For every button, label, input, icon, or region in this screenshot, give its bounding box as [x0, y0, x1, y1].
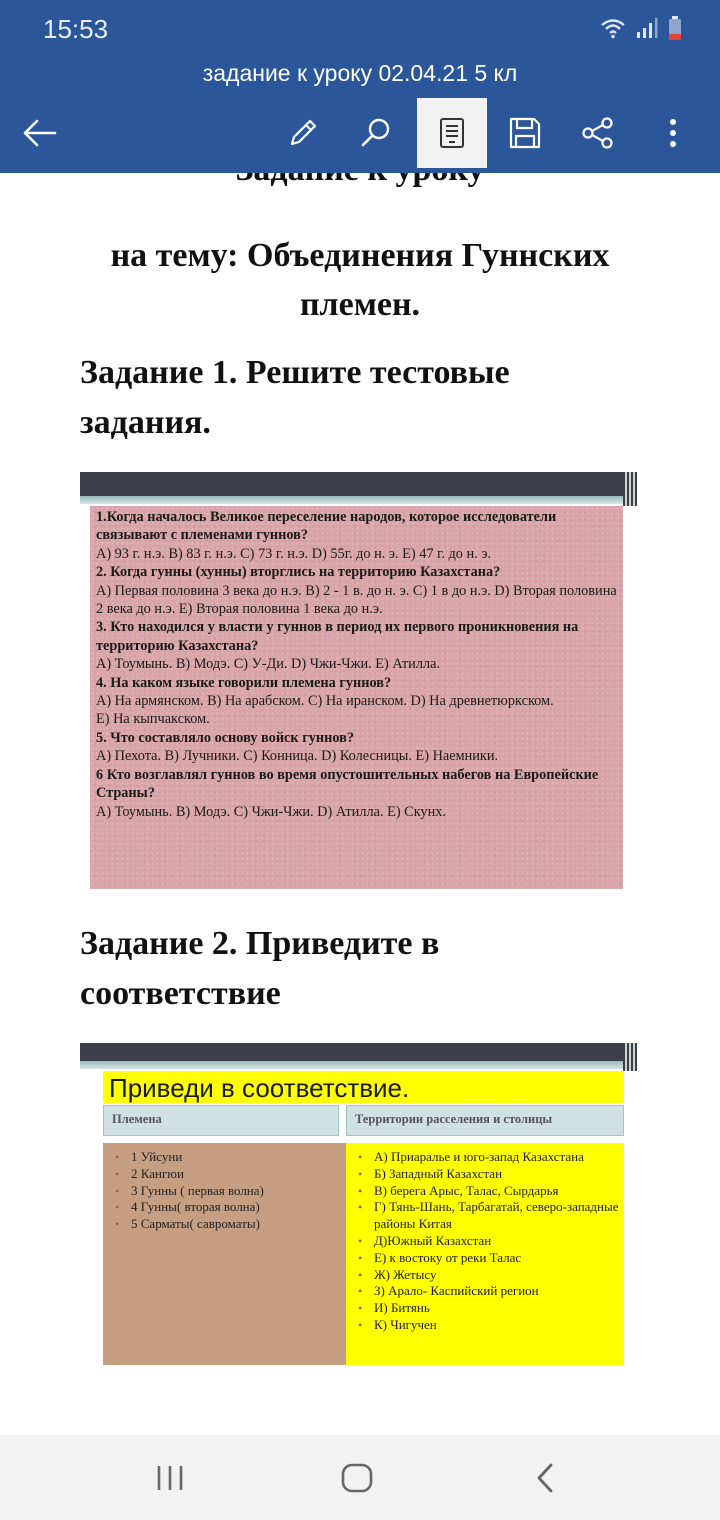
- territory-item: • В) берега Арыс, Талас, Сырдарья: [356, 1183, 620, 1200]
- territory-item: • А) Приаралье и юго-запад Казахстана: [356, 1149, 620, 1166]
- tribe-item: • 5 Сарматы( савроматы): [113, 1216, 342, 1233]
- wifi-icon: [600, 17, 626, 39]
- territory-item: • Е) к востоку от реки Талас: [356, 1250, 620, 1267]
- answer-options-6: А) Тоумынь. В) Модэ. С) Чжи-Чжи. D) Атилла. Е) Скунх.: [96, 803, 446, 820]
- answer-options-3: А) Тоумынь. В) Модэ. С) У-Ди. D) Чжи-Чжи. Е) Атилла.: [96, 656, 441, 673]
- territory-item: • К) Чигучен: [356, 1317, 620, 1334]
- answer-options-1: А) 93 г. н.э. В) 83 г. н.э. С) 73 г. н.э. D) 55г. до н. э. Е) 47 г. до н. э.: [96, 545, 492, 562]
- recents-icon: [155, 1465, 185, 1491]
- heading-topic: на тему: Объединения Гуннских племен.: [110, 237, 610, 323]
- right-header: Территории расселения и столицы: [346, 1105, 624, 1136]
- document-title: задание к уроку 02.04.21 5 кл: [202, 60, 518, 86]
- search-button[interactable]: [341, 98, 411, 168]
- tribe-item: • 2 Кангюи: [113, 1166, 342, 1183]
- tribe-item: • 1 Уйсуни: [113, 1149, 342, 1166]
- question-3: 3. Кто находился у власти у гуннов в период их первого проникновения на территорию Казахстана?: [96, 619, 579, 654]
- home-button[interactable]: [322, 1455, 392, 1501]
- slide2-title: Приведи в соответствие.: [103, 1071, 624, 1103]
- task2-title: Задание 2. Приведите в соответствие: [80, 925, 440, 1012]
- slide-matching: [80, 1043, 637, 1366]
- territory-item: • Д)Южный Казахстан: [356, 1233, 620, 1250]
- territory-item: • И) Битянь: [356, 1300, 620, 1317]
- answer-options-4: Е) На кыпчакском.: [96, 711, 210, 728]
- questions-panel: [90, 506, 623, 889]
- home-icon: [341, 1463, 373, 1493]
- search-icon: [359, 116, 393, 150]
- question-6: 6 Кто возглавлял гуннов во время опустошительных набегов на Европейские Страны?: [96, 766, 599, 802]
- question-5: 5. Что составляло основу войск гуннов?: [96, 729, 354, 746]
- questions-text: [96, 508, 620, 821]
- more-options-button[interactable]: [638, 98, 708, 168]
- tribe-item: • 3 Гунны ( первая волна): [113, 1183, 342, 1200]
- more-vert-icon: [668, 117, 678, 149]
- app-bar: [0, 0, 720, 173]
- nav-back-button[interactable]: [510, 1455, 580, 1501]
- status-time: 15:53: [43, 14, 109, 44]
- signal-icon: [636, 17, 658, 39]
- territory-item: • Б) Западный Казахстан: [356, 1166, 620, 1183]
- question-2: 2. Когда гунны (хунны) вторглись на территорию Казахстана?: [96, 564, 501, 581]
- pencil-icon: [286, 116, 320, 150]
- question-1: 1.Когда началось Великое переселение народов, которое исследователи связывают с племенами гуннов?: [96, 509, 557, 544]
- territory-item: • Ж) Жетысу: [356, 1267, 620, 1284]
- save-icon: [508, 116, 542, 150]
- reading-mode-icon: [439, 117, 465, 149]
- back-arrow-icon: [23, 119, 57, 147]
- territories-list: [346, 1143, 624, 1334]
- recents-button[interactable]: [135, 1455, 205, 1501]
- answer-options-2: А) Первая половина 3 века до н.э. В) 2 - 1 в. до н. э. С) 1 в до н.э. D) Вторая половина 2 века до н.э. Е) Вторая половина 1 века до н.э.: [96, 582, 617, 618]
- save-button[interactable]: [490, 98, 560, 168]
- tribes-column: [103, 1143, 346, 1365]
- territory-item: • Г) Тянь-Шань, Тарбагатай, северо-западные районы Китая: [356, 1199, 620, 1233]
- share-icon: [581, 116, 615, 150]
- reading-mode-button[interactable]: [417, 98, 487, 168]
- task1-title: Задание 1. Решите тестовые задания.: [80, 354, 510, 441]
- tribes-list: [103, 1143, 346, 1233]
- edit-button[interactable]: [268, 98, 338, 168]
- system-nav-bar: [0, 1435, 720, 1520]
- share-button[interactable]: [563, 98, 633, 168]
- document-view[interactable]: [0, 173, 720, 1435]
- status-icons: [600, 14, 682, 42]
- territories-column: [346, 1143, 624, 1365]
- question-4: 4. На каком языке говорили племена гуннов?: [96, 674, 392, 691]
- back-icon: [535, 1463, 555, 1493]
- territory-item: • З) Арало- Каспийский регион: [356, 1283, 620, 1300]
- left-header: Племена: [103, 1105, 339, 1136]
- back-button[interactable]: [5, 98, 75, 168]
- slide-test-questions: [80, 472, 637, 889]
- battery-icon: [668, 16, 682, 40]
- tribe-item: • 4 Гунны( вторая волна): [113, 1199, 342, 1216]
- answer-options-4: А) На армянском. В) На арабском. С) На иранском. D) На древнетюркском.: [96, 693, 554, 710]
- answer-options-5: А) Пехота. В) Лучники. С) Конница. D) Колесницы. Е) Наемники.: [96, 748, 499, 765]
